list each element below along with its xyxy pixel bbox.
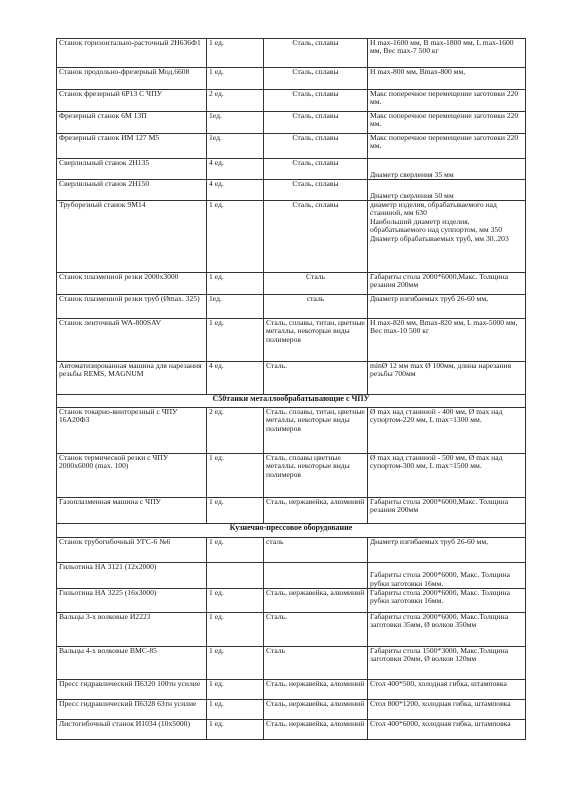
qty-cell: 1 ед.	[207, 273, 264, 295]
qty-cell: 1 ед.	[207, 201, 264, 273]
material-cell: Сталь, нержавейка, алюминий	[264, 720, 368, 740]
material-cell: Сталь, сплавы	[264, 201, 368, 273]
material-cell: сталь	[264, 295, 368, 319]
table-row	[57, 180, 526, 201]
table-row	[57, 589, 526, 613]
name-cell: Станок фрезерный 6Р13 С ЧПУ	[57, 90, 207, 112]
material-cell: Сталь, нержавейка, алюминий	[264, 700, 368, 720]
name-cell: Пресс гидравлический П6328 63тн усилие	[57, 700, 207, 720]
qty-cell: 1 ед.	[207, 647, 264, 680]
table-row	[57, 134, 526, 159]
qty-cell: 1 ед.	[207, 589, 264, 613]
qty-cell: 1 ед.	[207, 680, 264, 700]
table-row	[57, 295, 526, 319]
name-cell: Сверлильный станок 2Н150	[57, 180, 207, 201]
spec-cell: Стол 400*500, холодная гибка, штамповка	[368, 680, 526, 700]
equipment-table	[56, 38, 526, 740]
material-cell: Сталь	[264, 647, 368, 680]
name-cell: Сверлильный станок 2Н135	[57, 159, 207, 180]
spec-cell: Макс поперечное перемещение заготовки 220 мм.	[368, 112, 526, 134]
section-row	[57, 524, 526, 538]
spec-cell: Габариты стола 1500*3000, Макс.Толщина заготовки 20мм, Ø волков 120мм	[368, 647, 526, 680]
name-cell: Станок токарно-винторезный с ЧПУ 16А20Ф3	[57, 408, 207, 454]
spec-cell: minØ 12 мм max Ø 100мм, длина нарезания резьбы 700мм	[368, 362, 526, 395]
name-cell: Труборезный станок 9М14	[57, 201, 207, 273]
section-row	[57, 395, 526, 408]
qty-cell: 1 ед.	[207, 319, 264, 362]
material-cell: Сталь, сплавы цветные металлы, некоторые виды полимеров	[264, 454, 368, 498]
table-row	[57, 613, 526, 647]
qty-cell: 1 ед.	[207, 613, 264, 647]
name-cell: Газоплазменная машина с ЧПУ	[57, 498, 207, 524]
spec-cell: Стол 800*1200, холодная гибка, штамповка	[368, 700, 526, 720]
spec-cell: H max-800 мм, Bmax-800 мм,	[368, 68, 526, 90]
name-cell: Вальцы 4-х волковые ВМС-85	[57, 647, 207, 680]
table-row	[57, 201, 526, 273]
material-cell: Сталь, сплавы	[264, 90, 368, 112]
spec-cell: Стол 400*6000, холодная гибка, штамповка	[368, 720, 526, 740]
material-cell: Сталь, нержавейка, алюминий	[264, 680, 368, 700]
name-cell: Гильотина НА 3225 (16х3000)	[57, 589, 207, 613]
qty-cell: 4 ед.	[207, 159, 264, 180]
qty-cell: 2 ед.	[207, 408, 264, 454]
spec-cell: Габариты стола 2000*6000,Макс. Толщина резания 200мм	[368, 273, 526, 295]
spec-cell: Диаметр изгибаемых труб 26-60 мм,	[368, 538, 526, 563]
section-title-cnc: С50танки металлообрабатывающие с ЧПУ	[57, 395, 526, 408]
qty-cell: 2 ед.	[207, 90, 264, 112]
material-cell: Сталь, сплавы, титан, цветные металлы, некоторые виды полимеров	[264, 408, 368, 454]
name-cell: Станок горизонтально-расточный 2Н636Ф1	[57, 39, 207, 68]
material-cell: Сталь, сплавы	[264, 134, 368, 159]
spec-cell: H max-1600 мм, B max-1800 мм, L max-1600 мм, Вес max-7 500 кг	[368, 39, 526, 68]
table-row	[57, 159, 526, 180]
table-row	[57, 498, 526, 524]
table-row	[57, 647, 526, 680]
qty-cell: 4 ед.	[207, 362, 264, 395]
name-cell: Фрезерный станок 6М 13П	[57, 112, 207, 134]
table-row	[57, 454, 526, 498]
table-row	[57, 538, 526, 563]
qty-cell: 1 ед.	[207, 454, 264, 498]
rows-main	[57, 39, 526, 740]
spec-cell: Диаметр изгибаемых труб 26-60 мм,	[368, 295, 526, 319]
table-row	[57, 720, 526, 740]
table-row	[57, 362, 526, 395]
name-cell: Фрезерный станок ИМ 127 М5	[57, 134, 207, 159]
qty-cell: 1 ед.	[207, 68, 264, 90]
material-cell: Сталь	[264, 273, 368, 295]
spec-cell: Диаметр сверления 50 мм	[368, 180, 526, 201]
qty-cell: 1 ед.	[207, 538, 264, 563]
spec-cell: Макс поперечное перемещение заготовки 220 мм.	[368, 134, 526, 159]
table-row	[57, 112, 526, 134]
spec-cell: Габариты стола 2000*6000, Макс.Толщина заготовки 35мм, Ø волков 350мм	[368, 613, 526, 647]
spec-cell: Габариты стола 2000*6000, Макс. Толщина рубки заготовки 16мм.	[368, 563, 526, 589]
qty-cell: 1ед.	[207, 295, 264, 319]
qty-cell: 1 ед.	[207, 498, 264, 524]
material-cell: Сталь, сплавы	[264, 180, 368, 201]
material-cell: сталь	[264, 538, 368, 563]
spec-cell: Ø max над станиной - 400 мм, Ø max над супортом-220 мм, L max=1300 мм.	[368, 408, 526, 454]
material-cell: Сталь, сплавы, титан, цветные металлы, некоторые виды полимеров	[264, 319, 368, 362]
material-cell: Сталь, сплавы	[264, 159, 368, 180]
spec-cell: Ø max над станиной - 500 мм, Ø max над супортом-300 мм, L max=1500 мм.	[368, 454, 526, 498]
name-cell: Станок трубогибочный УГС-6 №6	[57, 538, 207, 563]
material-cell: Сталь, сплавы	[264, 112, 368, 134]
spec-cell: H max-820 мм, Bmax-820 мм, L max-5000 мм, Вес max-10 500 кг	[368, 319, 526, 362]
name-cell: Станок плазменной резки труб (Ømax. 325)	[57, 295, 207, 319]
table-row	[57, 273, 526, 295]
spec-cell: Макс поперечное перемещение заготовки 220 мм.	[368, 90, 526, 112]
table-row	[57, 68, 526, 90]
spec-cell: Габариты стола 2000*6000,Макс. Толщина резания 200мм	[368, 498, 526, 524]
qty-cell: 1 ед.	[207, 39, 264, 68]
material-cell: Сталь, сплавы	[264, 39, 368, 68]
qty-cell: 1 ед.	[207, 720, 264, 740]
table-row	[57, 408, 526, 454]
name-cell: Вальцы 3-х волковые И2223	[57, 613, 207, 647]
name-cell: Станок продольно-фрезерный Мод.6608	[57, 68, 207, 90]
spec-cell: Диаметр сверления 35 мм	[368, 159, 526, 180]
spec-cell: диаметр изделия, обрабатываемого над станиной, мм 630 Наибольший диаметр изделия, обрабатываемого над суппортом, мм 350 Диаметр обрабатываемых труб, мм 30..203	[368, 201, 526, 273]
name-cell: Автоматизированная машина для нарезания резьбы REMS, MAGNUM	[57, 362, 207, 395]
table-row	[57, 90, 526, 112]
name-cell: Пресс гидравлический П6320 100тн усилие	[57, 680, 207, 700]
table-row	[57, 319, 526, 362]
qty-cell	[207, 563, 264, 589]
table-row	[57, 680, 526, 700]
material-cell: Сталь, сплавы	[264, 68, 368, 90]
section-title-press: Кузнечно-прессовое оборудование	[57, 524, 526, 538]
name-cell: Станок термической резки с ЧПУ 2000х6000 (max. 100)	[57, 454, 207, 498]
name-cell: Листогибочный станок И1034 (10х5000)	[57, 720, 207, 740]
name-cell: Станок ленточный WA-800SAV	[57, 319, 207, 362]
name-cell: Станок плазменной резки 2000х3000	[57, 273, 207, 295]
qty-cell: 1ед.	[207, 134, 264, 159]
table-row	[57, 39, 526, 68]
material-cell: Сталь, нержавейка, алюминий	[264, 498, 368, 524]
name-cell: Гильотина НА 3121 (12х2000)	[57, 563, 207, 589]
material-cell: Сталь.	[264, 362, 368, 395]
table-row	[57, 700, 526, 720]
material-cell	[264, 563, 368, 589]
material-cell: Сталь.	[264, 613, 368, 647]
table-row	[57, 563, 526, 589]
qty-cell: 1 ед.	[207, 700, 264, 720]
material-cell: Сталь, нержавейка, алюминий	[264, 589, 368, 613]
qty-cell: 1ед.	[207, 112, 264, 134]
spec-cell: Габариты стола 2000*6000, Макс. Толщина рубки заготовки 16мм.	[368, 589, 526, 613]
qty-cell: 4 ед.	[207, 180, 264, 201]
